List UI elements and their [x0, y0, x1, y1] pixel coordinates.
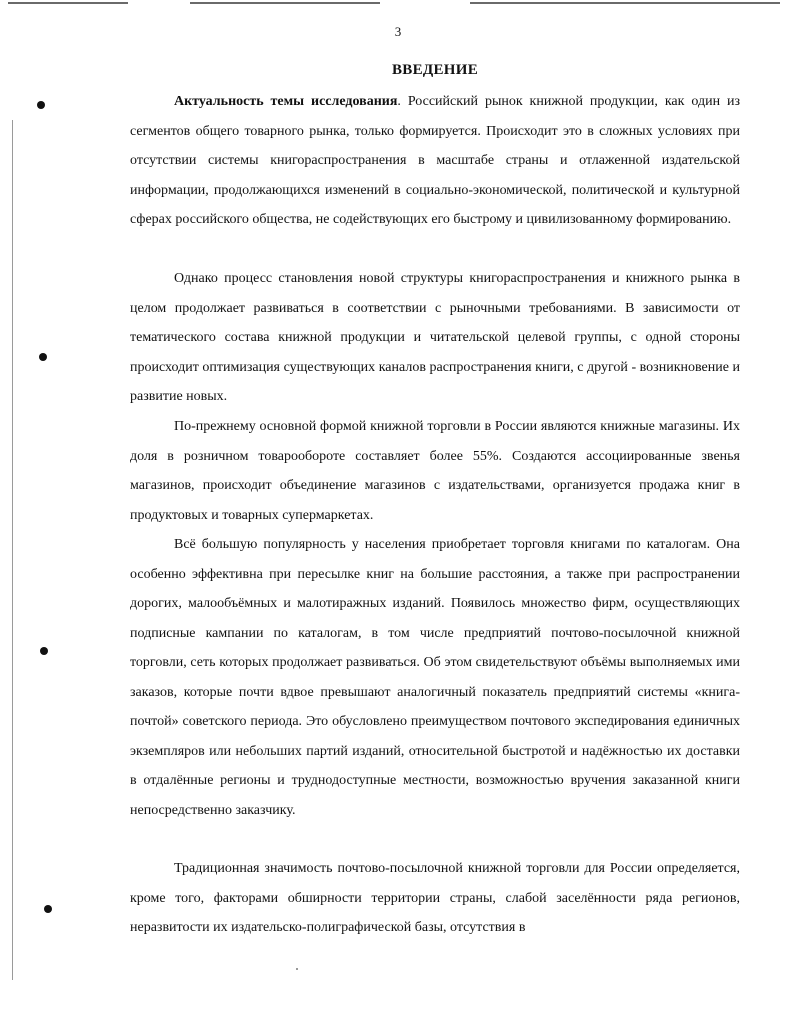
scan-border-top-right — [470, 2, 780, 4]
binding-hole-3 — [40, 647, 48, 655]
binding-hole-1 — [37, 101, 45, 109]
scan-border-top-left — [8, 2, 128, 4]
page-number: 3 — [394, 24, 402, 39]
scan-border-top-middle — [190, 2, 380, 4]
paragraph-lead: Актуальность темы исследования — [174, 94, 398, 109]
paragraph-book-distribution: Однако процесс становления новой структуры книгораспространения и книжного рынка в целом продолжает развиваться в соответствии с рыночными требованиями. В зависимости от тематического состава книжной продукции и читательской целевой группы, с одной стороны происходит оптимизация существующих каналов распространения книги, с другой - возникновение и развитие новых. — [130, 271, 740, 404]
paragraph-text: . Российский рынок книжной продукции, как один из сегментов общего товарного рынка, только формируется. Происходит это в сложных условиях при отсутствии системы книгораспространения в масштабе страны и отлаженной издательской информации, продолжающихся изменений в социально-экономической, политической и культурной сферах российского общества, не содействующих его быстрому и цивилизованному формированию. — [130, 94, 740, 227]
binding-hole-4 — [44, 905, 52, 913]
scan-speck — [296, 968, 298, 970]
binding-hole-2 — [39, 353, 47, 361]
paragraph-bookstores: По-прежнему основной формой книжной торговли в России являются книжные магазины. Их доля в розничном товарообороте составляет более 55%. Создаются ассоциированные звенья магазинов, происходит объединение магазинов с издательствами, организуется продажа книг в продуктовых и товарных супермаркетах. — [130, 419, 740, 523]
scan-border-left — [12, 120, 13, 980]
section-heading: ВВЕДЕНИЕ — [391, 62, 479, 78]
paragraph-mail-order-significance: Традиционная значимость почтово-посылочной книжной торговли для России определяется, кроме того, факторами обширности территории страны, слабой заселённости ряда регионов, неразвитости их издательско-полиграфической базы, отсутствия в — [130, 861, 740, 935]
paragraph-relevance — [130, 87, 740, 235]
paragraph-catalog-trade: Всё большую популярность у населения приобретает торговля книгами по каталогам. Она особенно эффективна при пересылке книг на большие расстояния, а также при распространении дорогих, малообъёмных и малотиражных изданий. Появилось множество фирм, осуществляющих подписные кампании по каталогам, в том числе предприятий почтово-посылочной книжной торговли, сеть которых продолжает развиваться. Об этом свидетельствуют объёмы выполняемых ими заказов, которые почти вдвое превышают аналогичный показатель предприятий системы «книга-почтой» советского периода. Это обусловлено преимуществом почтового экспедирования единичных экземпляров или небольших партий изданий, относительной быстротой и надёжностью их доставки в отдалённые регионы и труднодоступные местности, возможностью вручения заказанной книги непосредственно заказчику. — [130, 537, 740, 818]
